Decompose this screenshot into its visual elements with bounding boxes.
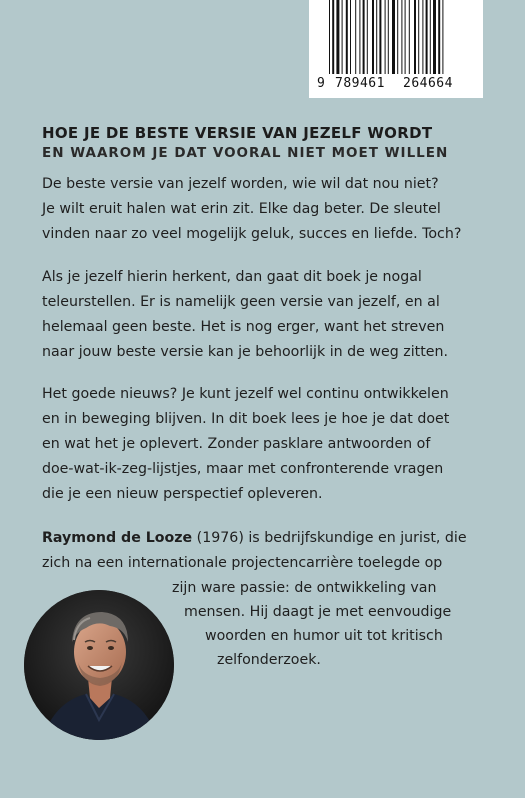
paragraph-line: en wat het je oplevert. Zonder pasklare antwoorden of	[42, 436, 431, 452]
bio-line: zelfonderzoek.	[217, 652, 321, 668]
bio-line	[42, 526, 467, 551]
paragraph-line: doe-wat-ik-zeg-lijstjes, maar met confronterende vragen	[42, 461, 444, 477]
author-name: Raymond de Looze	[42, 530, 193, 546]
barcode-bar	[385, 0, 386, 74]
barcode-bar	[376, 0, 377, 74]
barcode-digits	[317, 76, 477, 91]
bio-line: woorden en humor uit tot kritisch	[205, 628, 443, 644]
bio-line: zich na een internationale projectencarrière toelegde op	[42, 555, 443, 571]
paragraph-good-news	[42, 382, 449, 507]
paragraph-line: naar jouw beste versie kan je behoorlijk in de weg zitten.	[42, 344, 448, 360]
paragraph-twist	[42, 265, 448, 365]
barcode-bar	[401, 0, 402, 74]
paragraph-line: die je een nieuw perspectief opleveren.	[42, 486, 323, 502]
paragraph-line: Als je jezelf hierin herkent, dan gaat dit boek je nogal	[42, 269, 422, 285]
barcode-bar	[433, 0, 436, 74]
barcode-bar	[392, 0, 395, 74]
barcode-bar	[426, 0, 428, 74]
barcode-bar	[363, 0, 365, 74]
paragraph-line: teleurstellen. Er is namelijk geen versie van jezelf, en al	[42, 294, 440, 310]
barcode-bar	[329, 0, 330, 74]
author-photo	[24, 590, 174, 740]
barcode-bar	[442, 0, 443, 74]
barcode-lead-digit: 9	[317, 76, 326, 91]
barcode-bar	[405, 0, 406, 74]
barcode-bar	[409, 0, 410, 74]
paragraph-line: Het goede nieuws? Je kunt jezelf wel continu ontwikkelen	[42, 386, 449, 402]
bio-line-rest: (1976) is bedrijfskundige en jurist, die	[192, 530, 467, 546]
barcode-group2: 264664	[403, 76, 453, 91]
barcode-bar	[418, 0, 419, 74]
barcode-bar	[355, 0, 356, 74]
barcode-bar	[332, 0, 334, 74]
barcode-bar	[372, 0, 374, 74]
paragraph-line: Je wilt eruit halen wat erin zit. Elke dag beter. De sleutel	[42, 201, 441, 217]
barcode-bar	[430, 0, 431, 74]
barcode-bar	[346, 0, 348, 74]
bio-line: zijn ware passie: de ontwikkeling van	[172, 580, 437, 596]
paragraph-line: helemaal geen beste. Het is nog erger, want het streven	[42, 319, 445, 335]
barcode-bar	[350, 0, 351, 74]
book-subtitle: EN WAAROM JE DAT VOORAL NIET MOET WILLEN	[42, 145, 449, 161]
paragraph-line: De beste versie van jezelf worden, wie wil dat nou niet?	[42, 176, 439, 192]
book-title: HOE JE DE BESTE VERSIE VAN JEZELF WORDT	[42, 124, 433, 142]
barcode-bar	[397, 0, 398, 74]
paragraph-line: vinden naar zo veel mogelijk geluk, succes en liefde. Toch?	[42, 226, 462, 242]
barcode-bar	[359, 0, 360, 74]
barcode-bar	[379, 0, 381, 74]
barcode-bar	[414, 0, 416, 74]
barcode-bar	[438, 0, 440, 74]
bio-line: mensen. Hij daagt je met eenvoudige	[184, 604, 452, 620]
paragraph-line: en in beweging blijven. In dit boek lees je hoe je dat doet	[42, 411, 450, 427]
barcode-bar	[367, 0, 368, 74]
author-portrait-image	[24, 590, 174, 740]
barcode-bar	[422, 0, 423, 74]
barcode-group1: 789461	[335, 76, 385, 91]
paragraph-intro	[42, 172, 461, 247]
barcode-bar	[342, 0, 343, 74]
barcode-bar	[388, 0, 389, 74]
barcode	[309, 0, 483, 98]
barcode-bar	[336, 0, 339, 74]
